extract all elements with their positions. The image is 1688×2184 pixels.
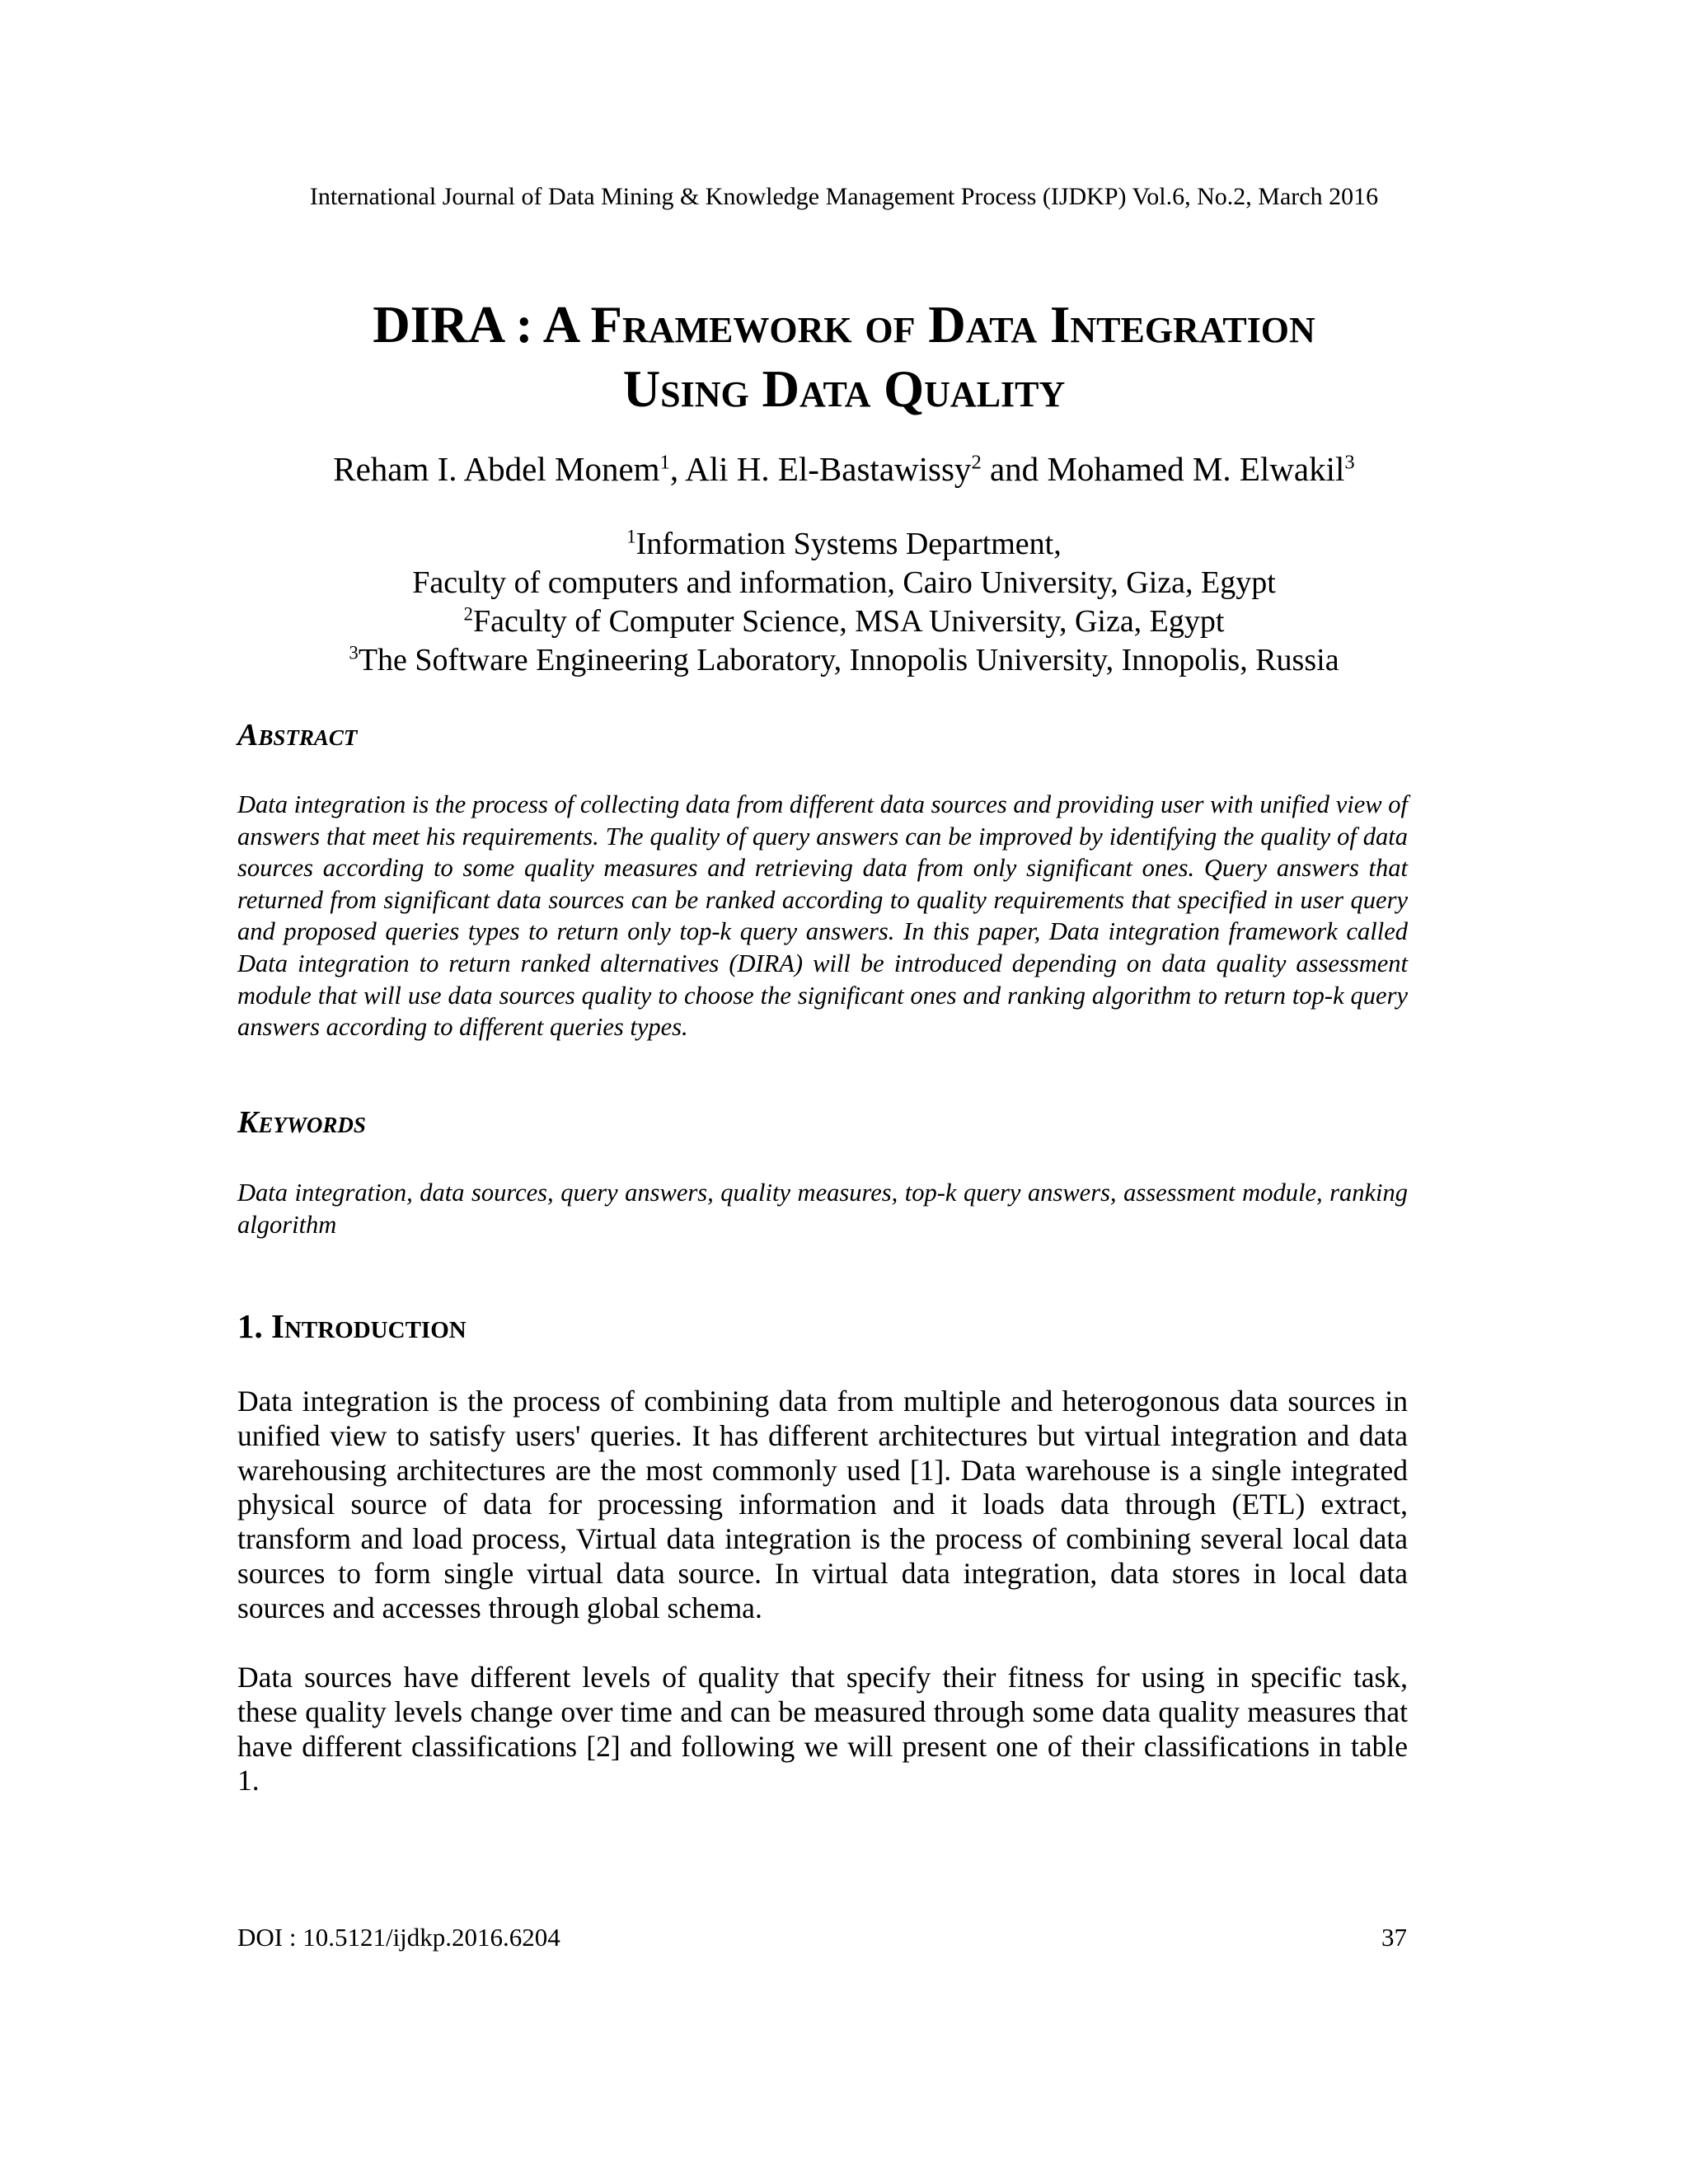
abstract-text: Data integration is the process of collecting data from different data sources and providing user with unified view of answers that meet his requirements. The quality of query answers can be improved by identifying the quality of data sources according to some quality measures and retrieving data from only significant ones. Query answers that returned from significant data sources can be ranked according to quality requirements that specified in user query and proposed queries types to return only top-k query answers. In this paper, Data integration framework called Data integration to return ranked alternatives (DIRA) will be introduced depending on data quality assessment module that will use data sources quality to choose the significant ones and ranking algorithm to return top-k query answers according to different queries types.: [237, 790, 1408, 1042]
author-separator: and: [981, 450, 1048, 488]
affiliation-text: Information Systems Department,: [635, 527, 1062, 561]
affiliation-2: [0, 602, 1688, 641]
affiliation-1: [0, 525, 1688, 564]
paper-title: [0, 293, 1688, 421]
affiliation-mark: 1: [626, 526, 636, 547]
author-affiliation-mark: 1: [659, 451, 670, 474]
author-name: Ali H. El-Bastawissy: [685, 450, 972, 488]
running-head: International Journal of Data Mining & Knowledge Management Process (IJDKP) Vol.6, No.2, March 2016: [309, 183, 1379, 210]
introduction-paragraph-1: Data integration is the process of combining data from multiple and heterogonous data sources in unified view to satisfy users' queries. It has different architectures but virtual integration and data warehousing architectures are the most commonly used [1]. Data warehouse is a single integrated physical source of data for processing information and it loads data through (ETL) extract, transform and load process, Virtual data integration is the process of combining several local data sources to form single virtual data source. In virtual data integration, data stores in local data sources and accesses through global schema.: [237, 1385, 1408, 1624]
affiliation-text: Faculty of Computer Science, MSA University, Giza, Egypt: [472, 604, 1225, 639]
author-affiliation-mark: 3: [1344, 451, 1355, 474]
affiliation-mark: 2: [463, 603, 473, 625]
doi-footer: DOI : 10.5121/ijdkp.2016.6204: [237, 1923, 560, 1952]
author-list: [0, 449, 1688, 489]
author-affiliation-mark: 2: [971, 451, 982, 474]
affiliation-list: [0, 525, 1688, 680]
title-line-1: DIRA : A Framework of Data Integration: [373, 296, 1315, 354]
affiliation-text: The Software Engineering Laboratory, Innopolis University, Innopolis, Russia: [358, 643, 1339, 677]
author-name: Mohamed M. Elwakil: [1047, 450, 1345, 488]
keywords-heading: Keywords: [237, 1105, 366, 1140]
affiliation-mark: 3: [349, 642, 359, 663]
introduction-heading: 1. Introduction: [237, 1307, 467, 1345]
affiliation-3: [0, 641, 1688, 680]
keywords-text: Data integration, data sources, query answers, quality measures, top-k query answers, assessment module, ranking algorithm: [237, 1179, 1408, 1239]
page-number: 37: [1381, 1923, 1407, 1952]
author-name: Reham I. Abdel Monem: [333, 450, 660, 488]
introduction-paragraph-2: Data sources have different levels of quality that specify their fitness for using in specific task, these quality levels change over time and can be measured through some data quality measures that have different classifications [2] and following we will present one of their classifications in table 1.: [237, 1661, 1408, 1797]
title-line-2: Using Data Quality: [622, 360, 1066, 418]
author-separator: ,: [669, 450, 686, 488]
abstract-heading: Abstract: [237, 718, 358, 752]
affiliation-1-continued: Faculty of computers and information, Cairo University, Giza, Egypt: [412, 565, 1276, 600]
